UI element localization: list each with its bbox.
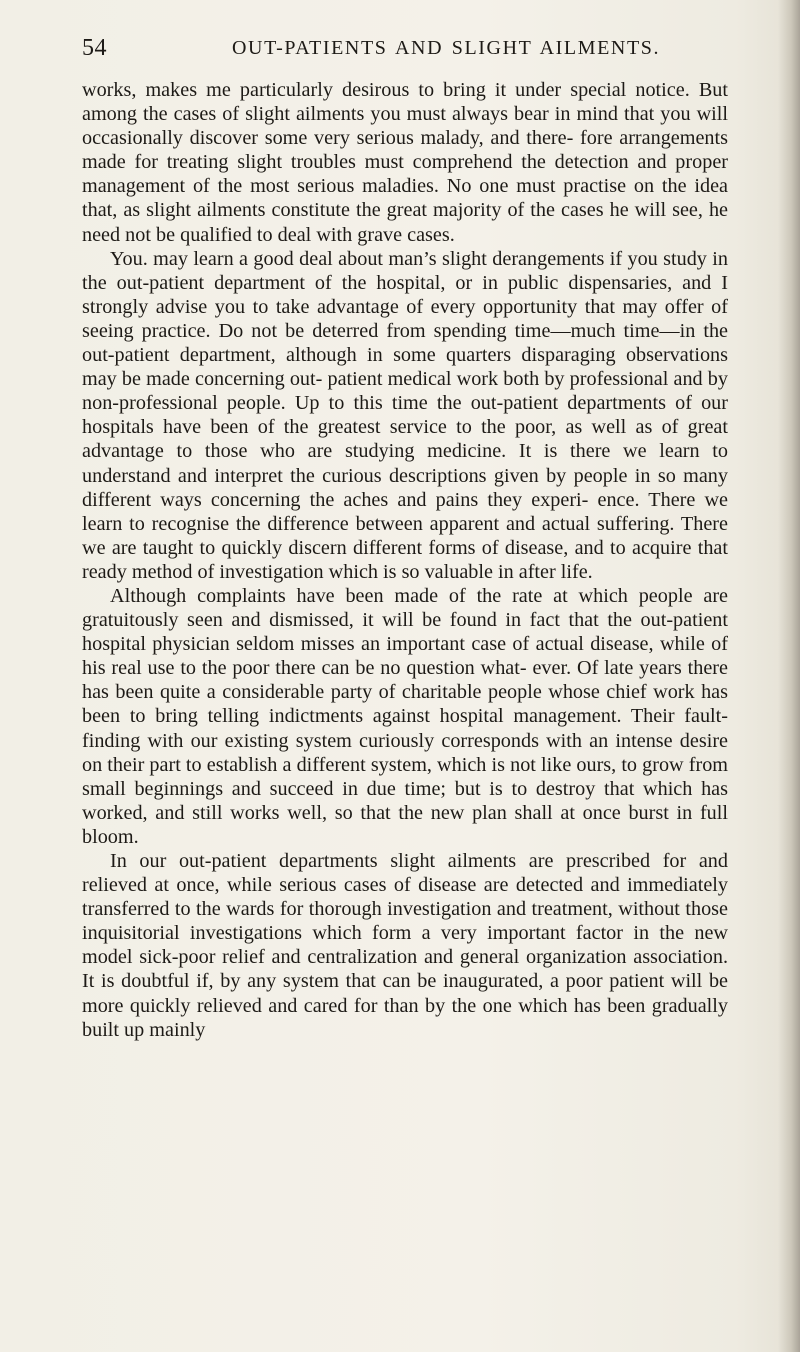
- page-header: [82, 34, 722, 62]
- paragraph: You. may learn a good deal about man’s slight derangements if you study in the out-patient department of the hospital, or in public dispensaries, and I strongly advise you to take advantage of every opportunity that may offer of seeing practice. Do not be deterred from spending time—much time—in the out-patient department, although in some quarters disparaging observations may be made concerning out- patient medical work both by professional and by non-professional people. Up to this time the out-patient departments of our hospitals have been of the greatest service to the poor, as well as of great advantage to those who are studying medicine. It is there we learn to understand and interpret the curious descriptions given by people in so many different ways concerning the aches and pains they experi- ence. There we learn to recognise the difference between apparent and actual suffering. There we are taught to quickly discern different forms of disease, and to acquire that ready method of investigation which is so valuable in after life.: [82, 247, 728, 583]
- paragraph: Although complaints have been made of the rate at which people are gratuitously seen and dismissed, it will be found in fact that the out-patient hospital physician seldom misses an important case of actual disease, while of his real use to the poor there can be no question what- ever. Of late years there has been quite a considerable party of charitable people whose chief work has been to bring telling indictments against hospital management. Their fault-finding with our existing system curiously corresponds with an intense desire on their part to establish a different system, which is not like ours, to grow from small beginnings and succeed in due time; but is to destroy that which has worked, and still works well, so that the new plan shall at once burst in full bloom.: [82, 584, 728, 848]
- body-text: [82, 78, 728, 1042]
- paragraph: In our out-patient departments slight ailments are prescribed for and relieved at once, while serious cases of disease are detected and immediately transferred to the wards for thorough investigation and treatment, without those inquisitorial investigations which form a very important factor in the new model sick-poor relief and centralization and general organization association. It is doubtful if, by any system that can be inaugurated, a poor patient will be more quickly relieved and cared for than by the one which has been gradually built up mainly: [82, 850, 728, 1041]
- running-head: OUT-PATIENTS AND SLIGHT AILMENTS.: [232, 37, 661, 59]
- page-number: 54: [82, 35, 107, 61]
- page-edge-shadow: [778, 0, 800, 1352]
- paragraph: works, makes me particularly desirous to bring it under special notice. But among the cases of slight ailments you must always bear in mind that you will occasionally discover some very serious malady, and there- fore arrangements made for treating slight troubles must comprehend the detection and proper management of the most serious maladies. No one must practise on the idea that, as slight ailments constitute the great majority of the cases he will see, he need not be qualified to deal with grave cases.: [82, 79, 728, 246]
